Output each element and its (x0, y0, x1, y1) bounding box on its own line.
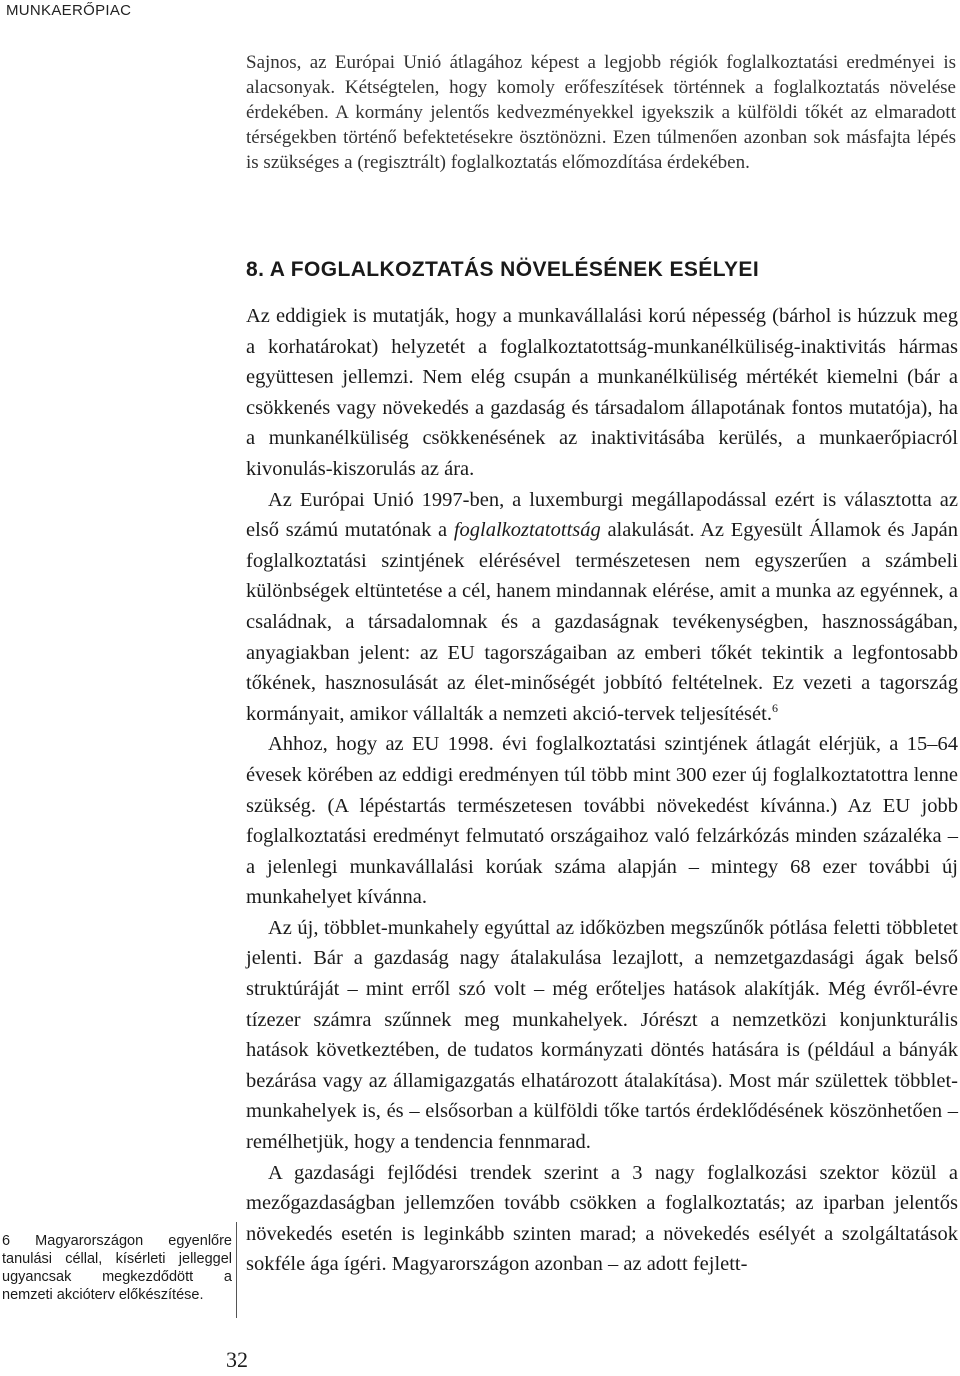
running-header: MUNKAERŐPIAC (6, 2, 132, 19)
paragraph-2-text-end: alakulását. Az Egyesült Államok és Japán foglalkoztatási szintjének elérésével természetesen nem egyszerűen a számbeli különbségek eltüntetése a cél, hanem mindannak elérése, amit a munka az egyénnek, a családnak, a társadalomnak és a gazdaságnak tevékenységben, hasznosságában, anyagiakban jelent: az EU tagországaiban az emberi tőkét tekintik a legfontosabb tőkének, hasznosulását az élet-minőségét jobbító feltételnek. Ez vezeti a tagország kormányait, amikor vállalták a nemzeti akció-tervek teljesítését. (246, 519, 959, 725)
body-paragraph-2 (246, 485, 958, 730)
emphasized-term: foglalkoztatottság (453, 519, 601, 542)
footnote-reference: 6 (771, 700, 778, 715)
margin-divider (236, 1222, 237, 1318)
footnote: 6 Magyarországon egyenlőre tanulási céllal, kísérleti jelleggel ugyancsak megkezdődött a nemzeti akcióterv előkészítése. (2, 1233, 232, 1303)
body-paragraph-3: Ahhoz, hogy az EU 1998. évi foglalkoztatási szintjének átlagát elérjük, a 15–64 évesek körében az eddigi eredményen túl több mint 300 ezer új foglalkoztatottra lenne szükség. (A lépéstartás természetesen további növekedést kívánna.) Az EU jobb foglalkoztatási eredményt felmutató országaihoz való felzárkózás minden százaléka – a jelenlegi munkavállalási korúak száma alapján – mintegy 68 ezer további új munkahelyet kívánna. (246, 733, 958, 909)
section-heading: 8. A FOGLALKOZTATÁS NÖVELÉSÉNEK ESÉLYEI (246, 258, 760, 281)
page-number: 32 (226, 1347, 248, 1372)
intro-paragraph: Sajnos, az Európai Unió átlagához képest a legjobb régiók foglalkoztatási eredményei is alacsonyak. Kétségtelen, hogy komoly erőfeszítések történnek a foglalkoztatás növelése érdekében. A kormány jelentős kedvezményekkel igyekszik a külföldi tőkét az elmaradott térségekben történő befektetésekre ösztönözni. Ezen túlmenően azonban sok másfajta lépés is szükséges a (regisztrált) foglalkoztatás előmozdítása érdekében. (246, 52, 956, 173)
body-paragraph-4: Az új, többlet-munkahely egyúttal az időközben megszűnők pótlása feletti többletet jelenti. Bár a gazdaság nagy átalakulása lezajlott, a nemzetgazdasági ágak belső struktúráját – mint erről szó volt – még erőteljes hatások alakítják. Még évről-évre tízezer számra szűnnek meg munkahelyek. Jórészt a nemzetközi konjunkturális hatások következtében, de tudatos kormányzati döntés hatására is (például a bányák bezárása vagy az államigazgatás elhatározott átalakítása). Most már születtek többlet-munkahelyek is, és – elsősorban a külföldi tőke tartós érdeklődésének köszönhetően – remélhetjük, hogy a tendencia fennmarad. (246, 916, 958, 1154)
section-body (246, 301, 958, 1280)
body-paragraph-1: Az eddigiek is mutatják, hogy a munkavállalási korú népesség (bárhol is húzzuk meg a korhatárokat) helyzetét a foglalkoztatottság-munkanélküliség-inaktivitás hármas együttesen jellemzi. Nem elég csupán a munkanélküliség mértékét kiemelni (bár a csökkenés vagy növekedés a gazdaság és társadalom állapotának fontos mutatója), ha a munkanélküliség csökkenésének az inaktivitásába kerülés, a munkaerőpiacról kivonulás-kiszorulás az ára. (246, 305, 958, 480)
paragraph-2-text-start: Az Európai Unió 1997-ben, a luxemburgi megállapodással ezért is választotta az első számú mutatónak a (246, 488, 958, 542)
body-paragraph-5: A gazdasági fejlődési trendek szerint a 3 nagy foglalkozási szektor közül a mezőgazdaságban jellemzően tovább csökken a foglalkoztatás; az iparban jelentős növekedés esetén is leginkább szinten marad; a növekedés esélyét a szolgáltatások sokféle ága ígéri. Magyarországon azonban – az adott fejlett- (246, 1161, 958, 1276)
